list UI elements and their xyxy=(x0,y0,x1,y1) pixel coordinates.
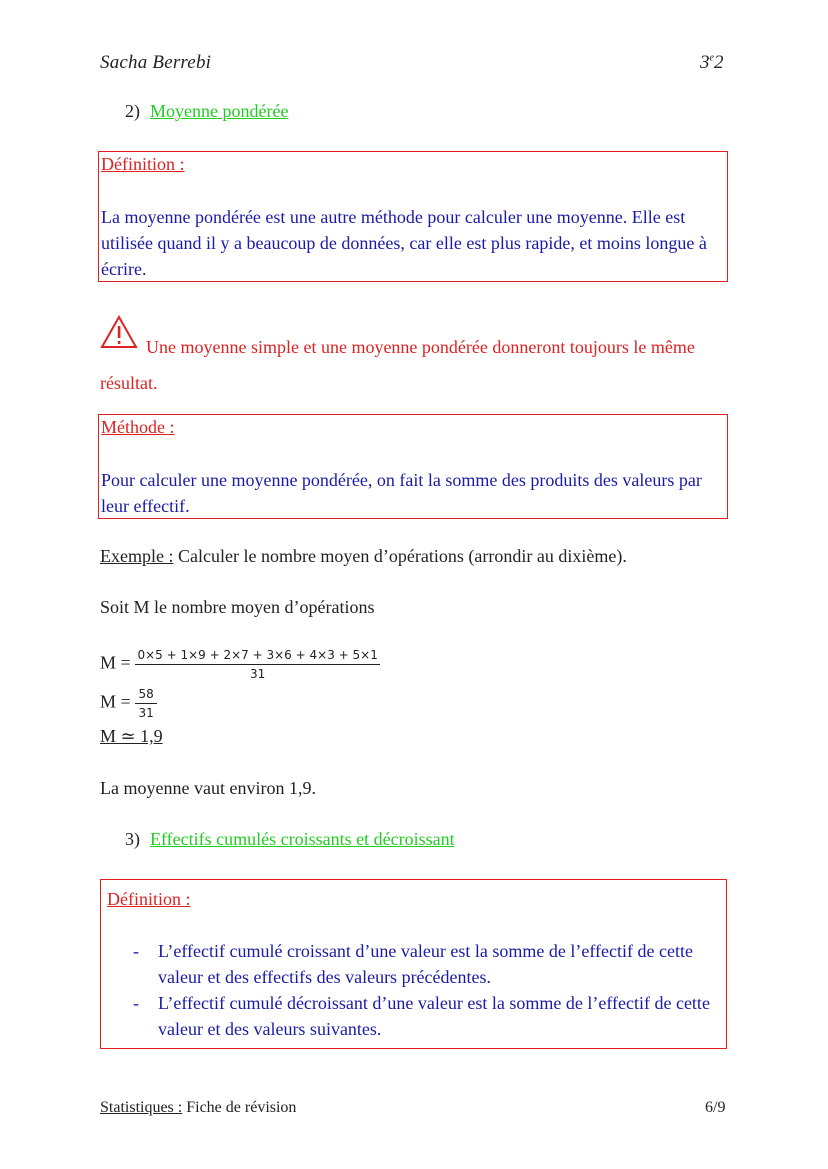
definition-text: La moyenne pondérée est une autre méthode pour calculer une moyenne. Elle est utilisée quand il y a beaucoup de données, car elle est plus rapide, et moins longue à écrire. xyxy=(101,207,707,279)
example-label: Exemple : xyxy=(100,546,174,566)
method-label: Méthode : xyxy=(101,417,175,437)
definition-2-label: Définition : xyxy=(107,889,191,909)
section-3-heading: Effectifs cumulés croissants et décroissant xyxy=(150,829,455,849)
formula-1-numerator: 0×5 + 1×9 + 2×7 + 3×6 + 4×3 + 5×1 xyxy=(135,648,380,665)
list-item: - L’effectif cumulé croissant d’une valeur est la somme de l’effectif de cette valeur et des effectifs des valeurs précédentes. xyxy=(101,938,719,990)
formula-2-denominator: 31 xyxy=(138,706,154,720)
author-name: Sacha Berrebi xyxy=(100,52,212,73)
formula-line-2 xyxy=(100,687,157,720)
formula-2-fraction xyxy=(135,687,157,720)
definition-box xyxy=(98,151,728,282)
warning-text: Une moyenne simple et une moyenne pondérée donneront toujours le même résultat. xyxy=(100,337,695,393)
footer-subject: Statistiques : xyxy=(100,1099,183,1116)
page-number: 6/9 xyxy=(705,1099,726,1116)
example-line xyxy=(100,546,627,567)
section-3-number: 3) xyxy=(125,829,140,849)
footer-doc-title: Fiche de révision xyxy=(186,1099,297,1116)
definition-box-2 xyxy=(100,879,727,1049)
method-box xyxy=(98,414,728,519)
formula-1-denominator: 31 xyxy=(250,667,266,681)
method-text: Pour calculer une moyenne pondérée, on fait la somme des produits des valeurs par leur effectif. xyxy=(101,470,702,516)
section-3-title xyxy=(125,829,455,850)
formula-2-lhs: M = xyxy=(100,691,131,712)
definition-2-list xyxy=(101,938,719,1042)
example-text: Calculer le nombre moyen d’opérations (arrondir au dixième). xyxy=(177,546,627,566)
section-2-title xyxy=(125,101,288,122)
definition-label: Définition : xyxy=(101,154,185,174)
example-conclusion: La moyenne vaut environ 1,9. xyxy=(100,778,316,798)
formula-line-1 xyxy=(100,648,380,681)
section-2-heading: Moyenne pondérée xyxy=(150,101,289,121)
section-2-number: 2) xyxy=(125,101,140,121)
formula-2-numerator: 58 xyxy=(135,687,157,704)
formula-1-fraction xyxy=(135,648,380,681)
formula-result: M ≃ 1,9 xyxy=(100,726,163,746)
footer-title xyxy=(100,1099,296,1117)
class-label: 3e2 xyxy=(700,52,724,73)
formula-1-lhs: M = xyxy=(100,652,131,673)
example-intro: Soit M le nombre moyen d’opérations xyxy=(100,597,375,617)
list-item: - L’effectif cumulé décroissant d’une valeur est la somme de l’effectif de cette valeur et des valeurs suivantes. xyxy=(101,990,719,1042)
